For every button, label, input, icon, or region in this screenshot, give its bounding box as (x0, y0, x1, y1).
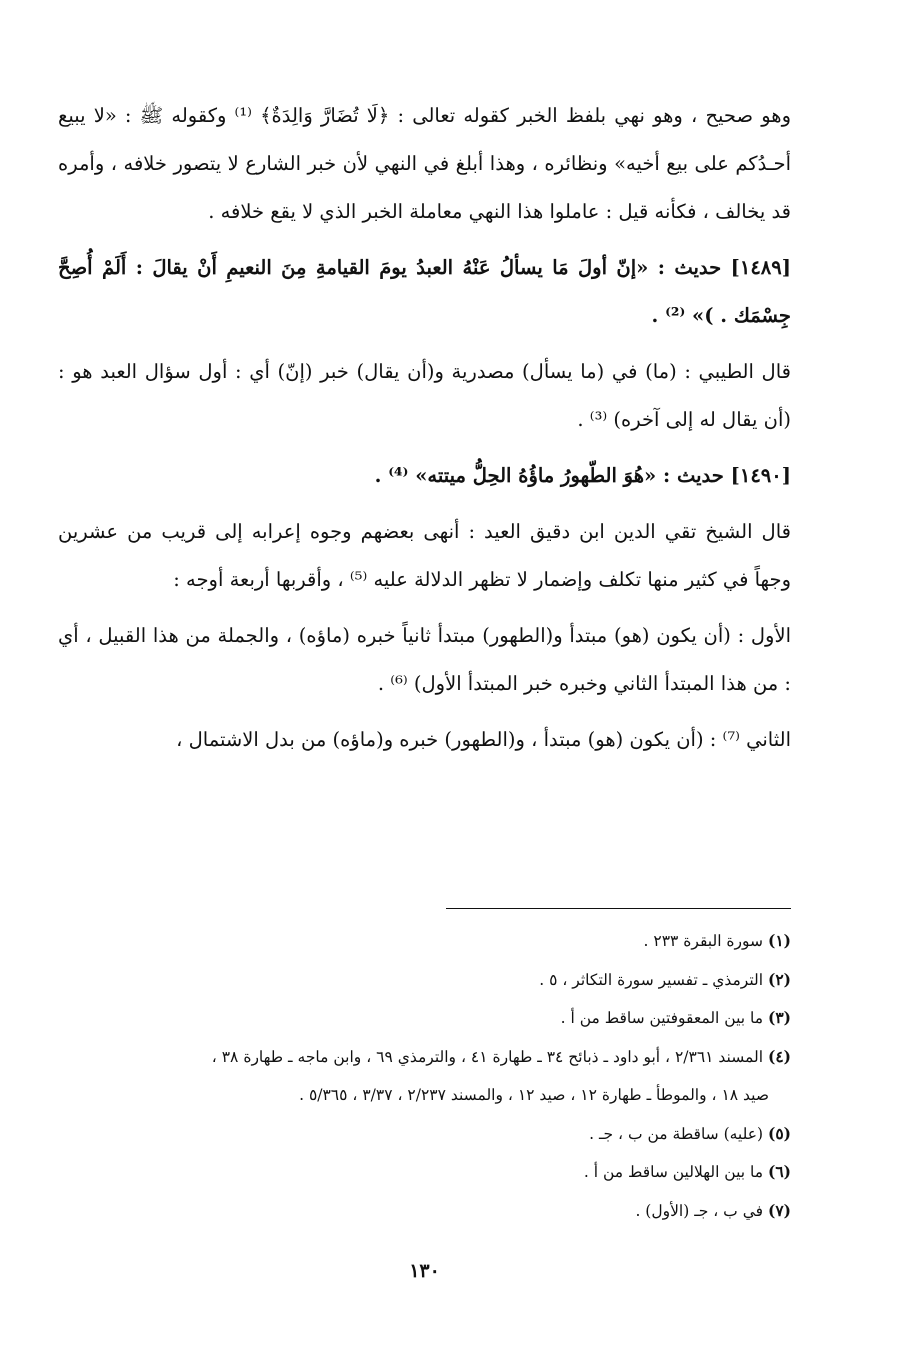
footnote-number: (٦) (767, 1162, 791, 1181)
footnote-number: (٧) (767, 1200, 791, 1220)
footnote-number: (٤) (767, 1046, 791, 1066)
paragraph-1: وهو صحيح ، وهو نهي بلفظ الخبر كقوله تعالى : ﴿لَا تُضَارَّ وَالِدَةٌ﴾ ⁽¹⁾ وكقوله ﷺ : «لا يبيع أحـدُكم على بيع أخيه» ونظائره ، وهذا أبلغ في النهي لأن خبر الشارع لا يتصور خلافه ، وأمره قد يخالف ، فكأنه قيل : عاملوا هذا النهي معاملة الخبر الذي لا يقع خلافه . (58, 104, 791, 223)
page-number: ١٣٠ (409, 1260, 440, 1282)
hadith-1490: [١٤٩٠] حديث : «هُوَ الطّهورُ ماؤُهُ الحِلُّ ميتته» ⁽⁴⁾ . (374, 464, 791, 487)
paragraph-second-view: الثاني ⁽⁷⁾ : (أن يكون (هو) مبتدأ ، و(الطهور) خبره و(ماؤه) من بدل الاشتمال ، (176, 728, 791, 751)
footnote-number: (٢) (767, 969, 791, 989)
footnote-1 (58, 922, 791, 961)
footnote-3 (58, 999, 791, 1038)
footnote-text: سورة البقرة ٢٣٣ . (643, 932, 764, 950)
footnote-6 (58, 1153, 791, 1192)
footnote-text: (عليه) ساقطة من ب ، جـ . (589, 1124, 764, 1143)
footnote-text: في ب ، جـ (الأول) . (635, 1201, 764, 1220)
paragraph-ibn-daqiq: قال الشيخ تقي الدين ابن دقيق العيد : أنهى بعضهم وجوه إعرابه إلى قريب من عشرين وجهاً في كثير منها تكلف وإضمار لا تظهر الدلالة عليه ⁽⁵⁾ ، وأقربها أربعة أوجه : (58, 520, 791, 591)
footnote-number: (٥) (767, 1123, 791, 1143)
footnote-2 (58, 961, 791, 1000)
footnote-5 (58, 1115, 791, 1154)
hadith-1489: [١٤٨٩] حديث : «إنّ أولَ مَا يسألُ عَنْهُ العبدُ يومَ القيامةِ مِنَ النعيمِ أَنْ يقالَ : أَلَمْ أُصِحَّ جِسْمَك . )» ⁽²⁾ . (58, 256, 791, 327)
footnote-text: ما بين الهلالين ساقط من أ . (583, 1163, 764, 1181)
footnote-divider (446, 908, 791, 909)
paragraph-tibi: قال الطيبي : (ما) في (ما يسأل) مصدرية و(أن يقال) خبر (إنّ) أي : أول سؤال العبد هو : (أن يقال له إلى آخره) ⁽³⁾ . (58, 360, 791, 431)
footnote-4 (58, 1038, 791, 1077)
footnote-number: (١) (767, 931, 791, 950)
footnotes (58, 922, 791, 1230)
footnote-number: (٣) (767, 1008, 791, 1027)
footnote-text: ما بين المعقوفتين ساقط من أ . (560, 1009, 764, 1027)
footnote-text: الترمذي ـ تفسير سورة التكاثر ، ٥ . (539, 970, 764, 989)
footnote-text: المسند ٢/٣٦١ ، أبو داود ـ ذبائح ٣٤ ـ طهارة ٤١ ، والترمذي ٦٩ ، وابن ماجه ـ طهارة ٣٨ ، (211, 1047, 764, 1066)
footnote-4-continuation: صيد ١٨ ، والموطأ ـ طهارة ١٢ ، صيد ١٢ ، والمسند ٢/٢٣٧ ، ٣/٣٧ ، ٥/٣٦٥ . (299, 1086, 769, 1104)
page-content (58, 92, 791, 1363)
paragraph-first-view: الأول : (أن يكون (هو) مبتدأ و(الطهور) مبتدأ ثانياً خبره (ماؤه) ، والجملة من هذا القبيل ، أي : من هذا المبتدأ الثاني وخبره خبر المبتدأ الأول) ⁽⁶⁾ . (58, 624, 791, 695)
footnote-7 (58, 1192, 791, 1231)
